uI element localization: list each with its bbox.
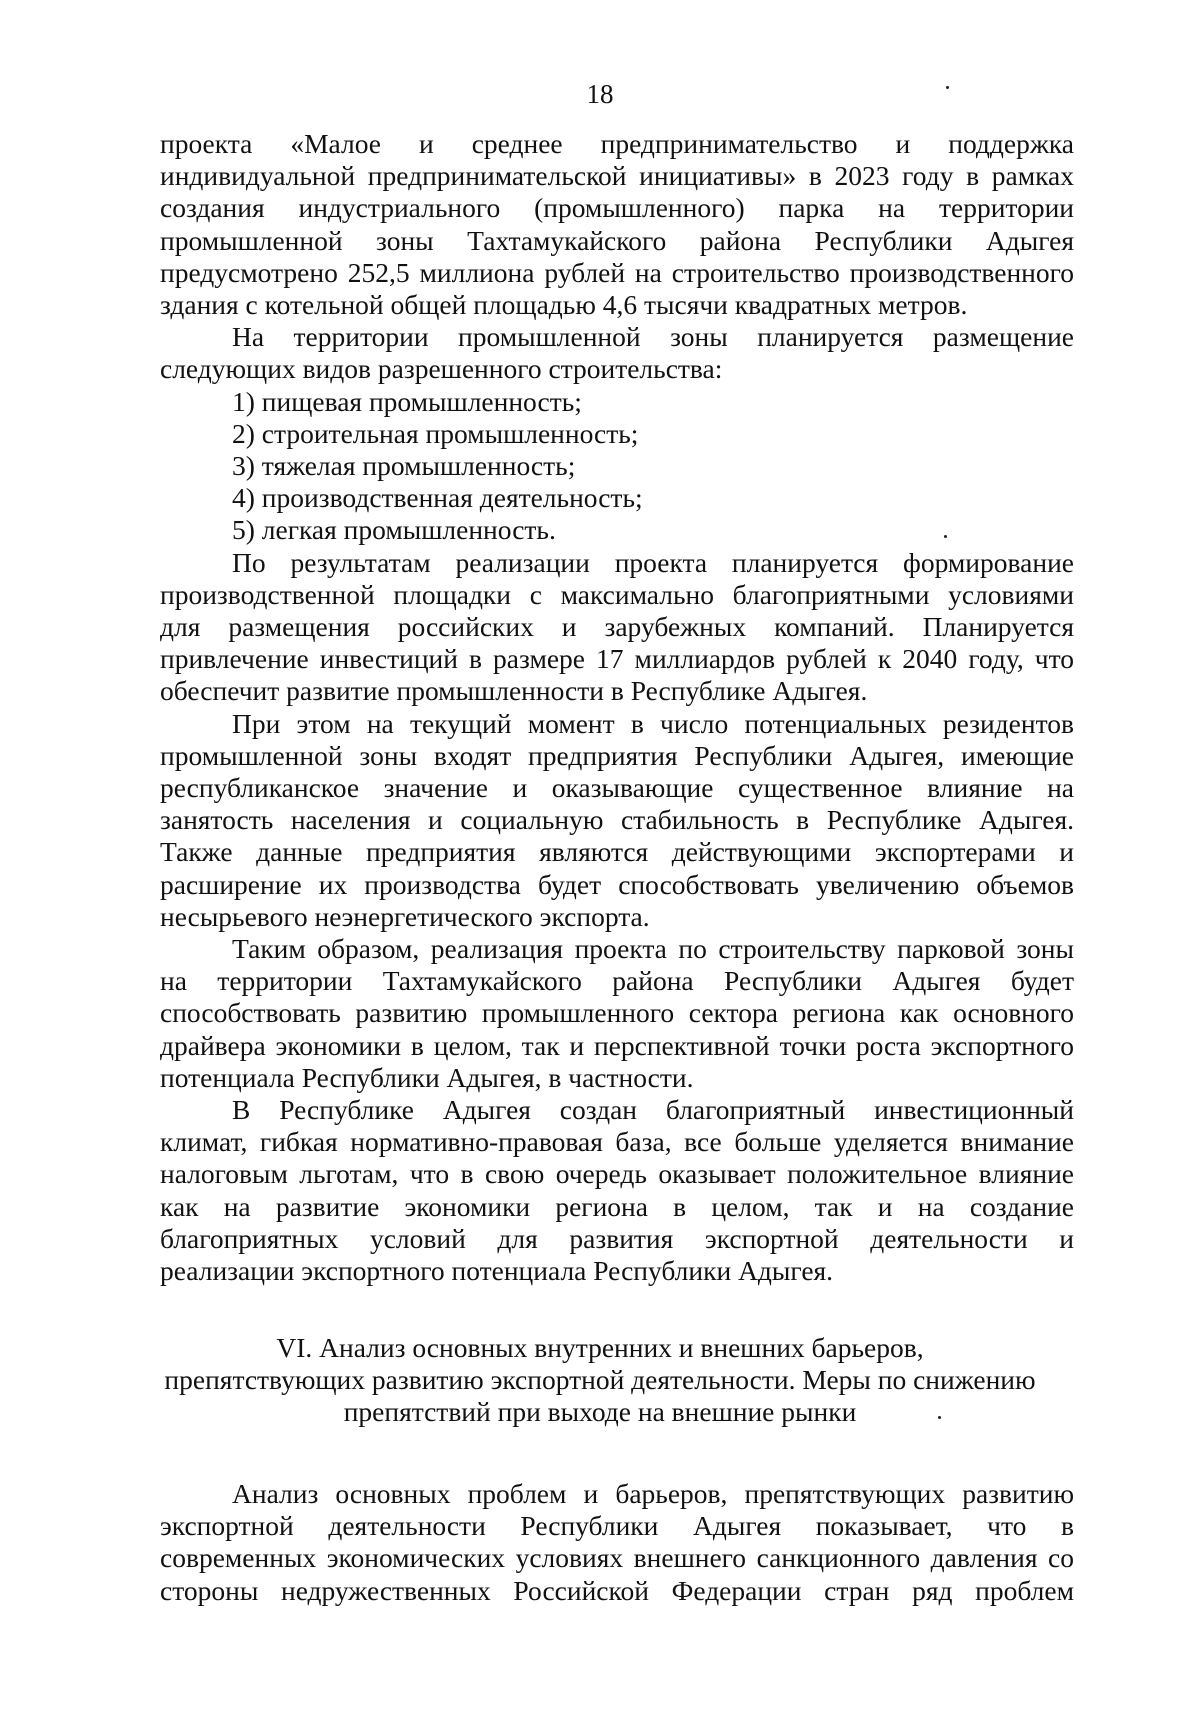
text-line: На территории промышленной зоны планируется размещение — [232, 321, 1074, 353]
text-line: драйвера экономики в целом, так и перспективной точки роста экспортного — [160, 1029, 1074, 1061]
text-line: индивидуальной предпринимательской инициативы» в 2023 году в рамках — [160, 160, 1074, 192]
scan-speck — [946, 86, 949, 89]
text-line: При этом на текущий момент в число потенциальных резидентов — [232, 707, 1074, 739]
text-line: предусмотрено 252,5 миллиона рублей на строительство производственного — [160, 256, 1074, 288]
heading-line: препятствующих развитию экспортной деятельности. Меры по снижению — [164, 1364, 1036, 1395]
text-line: привлечение инвестиций в размере 17 миллиардов рублей к 2040 году, что — [160, 643, 1074, 675]
text-line: способствовать развитию промышленного сектора региона как основного — [160, 997, 1074, 1029]
text-line: климат, гибкая нормативно-правовая база, все больше уделяется внимание — [160, 1126, 1074, 1158]
text-line: 4) производственная деятельность; — [232, 482, 643, 514]
text-line: промышленной зоны входят предприятия Республики Адыгея, имеющие — [160, 739, 1074, 771]
text-line: промышленной зоны Тахтамукайского района Республики Адыгея — [160, 224, 1074, 256]
text-line: для размещения российских и зарубежных компаний. Планируется — [160, 611, 1074, 642]
text-line: 3) тяжелая промышленность; — [232, 450, 576, 481]
heading-line: препятствий при выходе на внешние рынки — [343, 1396, 857, 1427]
text-line: стороны недружественных Российской Федерации стран ряд проблем — [160, 1574, 1074, 1606]
text-line: здания с котельной общей площадью 4,6 тысячи квадратных метров. — [160, 289, 968, 320]
text-line: По результатам реализации проекта планируется формирование — [232, 546, 1074, 578]
text-line: республиканское значение и оказывающие существенное влияние на — [160, 772, 1074, 803]
heading-line: VI. Анализ основных внутренних и внешних барьеров, — [276, 1332, 924, 1363]
text-line: занятость населения и социальную стабильность в Республике Адыгея. — [160, 804, 1074, 836]
text-line: как на развитие экономики региона в целом, так и на создание — [160, 1190, 1074, 1222]
text-line: современных экономических условиях внешнего санкционного давления со — [160, 1542, 1074, 1574]
text-line: обеспечит развитие промышленности в Республике Адыгея. — [160, 675, 868, 707]
text-line: налоговым льготам, что в свою очередь оказывает положительное влияние — [160, 1158, 1074, 1190]
text-line: экспортной деятельности Республики Адыгея показывает, что в — [160, 1510, 1074, 1542]
text-line: Также данные предприятия являются действующими экспортерами и — [160, 836, 1074, 868]
text-line: создания индустриального (промышленного) парка на территории — [160, 192, 1074, 224]
text-line: расширение их производства будет способствовать увеличению объемов — [160, 868, 1074, 900]
text-line: следующих видов разрешенного строительства: — [160, 353, 723, 385]
text-line: производственной площадки с максимально благоприятными условиями — [160, 578, 1074, 610]
text-line: благоприятных условий для развития экспортной деятельности и — [160, 1222, 1074, 1254]
text-line: Анализ основных проблем и барьеров, препятствующих развитию — [232, 1478, 1074, 1509]
text-line: проекта «Малое и среднее предпринимательство и поддержка — [160, 128, 1074, 159]
text-line: В Республике Адыгея создан благоприятный инвестиционный — [232, 1094, 1074, 1125]
text-line: 5) легкая промышленность. — [232, 514, 556, 546]
text-line: Таким образом, реализация проекта по строительству парковой зоны — [232, 933, 1074, 964]
page-number: 18 — [586, 79, 614, 109]
text-line: потенциала Республики Адыгея, в частности. — [160, 1061, 694, 1093]
text-line: реализации экспортного потенциала Республики Адыгея. — [160, 1255, 834, 1286]
text-line: на территории Тахтамукайского района Республики Адыгея будет — [160, 965, 1074, 997]
text-line: несырьевого неэнергетического экспорта. — [160, 900, 650, 932]
text-line: 2) строительная промышленность; — [232, 417, 639, 449]
text-line: 1) пищевая промышленность; — [232, 385, 582, 417]
